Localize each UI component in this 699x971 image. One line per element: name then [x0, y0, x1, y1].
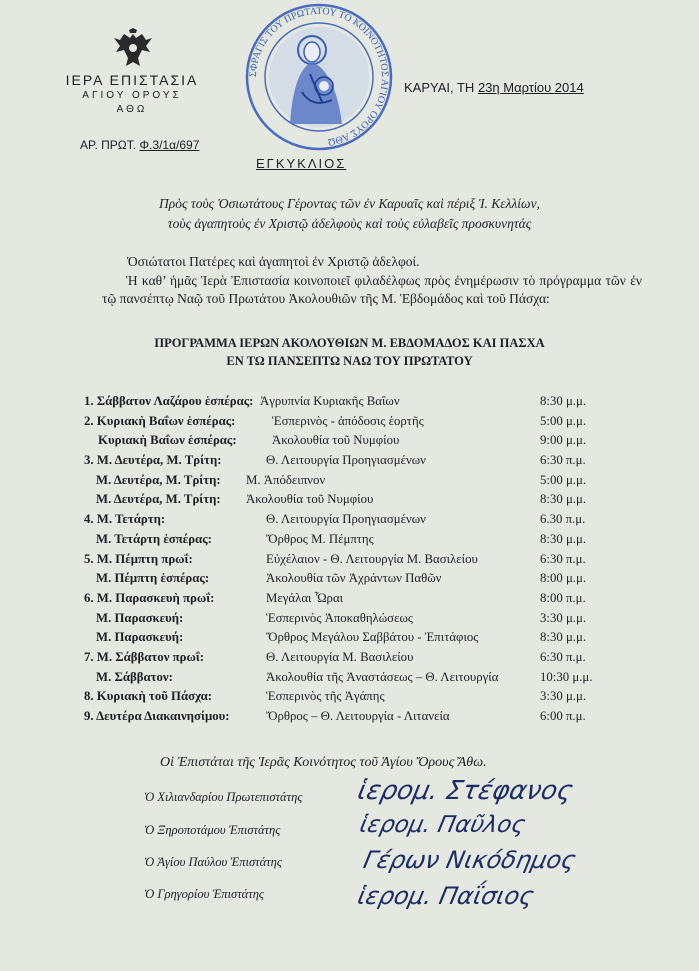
schedule-service: Ἀγρυπνία Κυριακῆς Βαΐων: [260, 394, 400, 408]
schedule-row: [84, 687, 614, 707]
signatory-title: Ὁ Χιλιανδαρίου Πρωτεπιστάτης: [144, 790, 303, 804]
place-label: ΚΑΡΥΑΙ, ΤΗ: [404, 80, 475, 95]
schedule-day: Μ. Πέμπτη ἑσπέρας:: [96, 571, 210, 586]
schedule-day: 8. Κυριακὴ τοῦ Πάσχα:: [84, 689, 213, 704]
schedule-row: [84, 569, 614, 589]
schedule-row: [84, 628, 614, 648]
schedule-time: 5:00 μ.μ.: [540, 413, 587, 428]
signatory-title: Ὁ Γρηγορίου Ἐπιστάτης: [144, 887, 264, 901]
schedule-day: 9. Δευτέρα Διακαινησίμου:: [84, 709, 230, 723]
seal-text: ΣΦΡΑΓΙΣ ΤΟΥ ΠΡΩΤΑΤΟΥ ΤΟ ΚΟΙΝΟΤΗΤΟΣ ΑΓΙΟΥ ΟΡΟΥΣ ΑΘΩ: [247, 5, 391, 148]
double-headed-eagle-crest-icon: [112, 28, 154, 70]
schedule-service: Ὄρθρος Μεγάλου Σαββάτου - Ἐπιτάφιος: [266, 630, 479, 645]
greeting: Ὁσιώτατοι Πατέρες καὶ ἀγαπητοὶ ἐν Χριστῷ ἀδελφοί.: [127, 254, 420, 269]
schedule-service: Ἀκολουθία τοῦ Νυμφίου: [246, 492, 374, 507]
schedule-service: Θ. Λειτουργία Προηγιασμένων: [266, 453, 426, 468]
handwritten-signature: ἱερομ. Παΐσιος: [355, 882, 537, 910]
schedule-service: Ἀκολουθία τῶν Ἀχράντων Παθῶν: [266, 571, 442, 586]
schedule-time: 3:30 μ.μ.: [540, 689, 587, 704]
schedule-day: 1. Σάββατον Λαζάρου ἑσπέρας:: [84, 394, 254, 408]
org-line-3: ΑΘΩ: [116, 104, 148, 115]
schedule-row: [84, 668, 614, 688]
schedule-time: 8:30 μ.μ.: [540, 531, 587, 546]
handwritten-signature: ἱερομ. Στέφανος: [354, 776, 576, 806]
signatory-title: Ὁ Ξηροποτάμου Ἐπιστάτης: [144, 823, 281, 837]
schedule-time: 6:00 π.μ.: [540, 709, 586, 723]
schedule-day: Μ. Σάββατον:: [96, 669, 173, 684]
schedule-day: Μ. Δευτέρα, Μ. Τρίτη:: [96, 472, 221, 487]
org-line-2: ΑΓΙΟΥ ΟΡΟΥΣ: [82, 90, 182, 101]
schedule-service: Ἑσπερινὸς τῆς Ἀγάπης: [266, 689, 385, 704]
schedule-row: [84, 510, 614, 530]
official-seal-stamp: [238, 2, 400, 152]
schedule-service: Ἀκολουθία τῆς Ἀναστάσεως – Θ. Λειτουργία: [266, 669, 499, 684]
signatory-title: Ὁ Ἁγίου Παύλου Ἐπιστάτης: [144, 855, 282, 869]
schedule-row: [84, 451, 614, 471]
schedule-time: 8:30 μ.μ.: [540, 492, 587, 507]
schedule-day: 7. Μ. Σάββατον πρωΐ:: [84, 649, 205, 664]
protocol-number: [80, 138, 199, 152]
schedule-service: Μεγάλαι Ὧραι: [266, 590, 344, 605]
addressee-line-1: Πρὸς τοὺς Ὁσιωτάτους Γέροντας τῶν ἐν Καρυαῖς καὶ πέριξ Ἱ. Κελλίων,: [159, 196, 540, 211]
schedule-row: [84, 530, 614, 550]
schedule-day: 4. Μ. Τετάρτη:: [84, 512, 166, 527]
org-line-1: ΙΕΡΑ ΕΠΙΣΤΑΣΙΑ: [65, 72, 199, 88]
schedule-row: [84, 707, 614, 727]
schedule-service: Θ. Λειτουργία Προηγιασμένων: [266, 512, 426, 527]
body-paragraph: Ἡ καθ’ ἡμᾶς Ἱερὰ Ἐπιστασία κοινοποιεῖ φιλαδέλφως πρὸς ἐνημέρωσιν τὸ πρόγραμμα τῶν ἐν τῷ πανσέπτῳ Ναῷ τοῦ Πρωτάτου Ἀκολουθιῶν τῆς Μ. Ἑβδομάδος καὶ τοῦ Πάσχα:: [102, 273, 642, 306]
schedule-time: 6:30 π.μ.: [540, 649, 586, 664]
schedule-service: Ὄρθρος Μ. Πέμπτης: [266, 531, 374, 546]
schedule-time: 5:00 μ.μ.: [540, 472, 587, 487]
schedule-time: 8:00 π.μ.: [540, 590, 586, 605]
schedule-row: [84, 471, 614, 491]
schedule-day: Μ. Παρασκευή:: [96, 630, 184, 645]
document-date: 23η Μαρτίου 2014: [477, 80, 584, 95]
schedule-row: [84, 431, 614, 451]
schedule-row: [84, 609, 614, 629]
schedule-service: Ἑσπερινὸς Ἀποκαθηλώσεως: [266, 610, 413, 625]
schedule-time: 8:30 μ.μ.: [540, 394, 587, 408]
schedule-time: 8:30 μ.μ.: [540, 630, 587, 645]
schedule-day: 5. Μ. Πέμπτη πρωΐ:: [84, 551, 193, 566]
addressee-line-2: τοὺς ἀγαπητοὺς ἐν Χριστῷ ἀδελφοὺς καὶ τοὺς εὐλαβεῖς προσκυνητάς: [167, 216, 532, 231]
schedule-time: 6:30 π.μ.: [540, 551, 586, 566]
schedule-day: 3. Μ. Δευτέρα, Μ. Τρίτη:: [84, 453, 222, 468]
schedule-time: 3:30 μ.μ.: [540, 610, 587, 625]
schedule-time: 6:30 π.μ.: [540, 453, 586, 468]
schedule-service: Ἑσπερινὸς - ἀπόδοσις ἑορτῆς: [272, 413, 424, 428]
program-title-line-2: ΕΝ ΤΩ ΠΑΝΣΕΠΤΩ ΝΑΩ ΤΟΥ ΠΡΩΤΑΤΟΥ: [226, 354, 473, 368]
schedule-service: Μ. Ἀπόδειπνον: [246, 472, 326, 487]
schedule-time: 10:30 μ.μ.: [540, 669, 593, 684]
schedule-time: 6.30 π.μ.: [540, 512, 586, 527]
signatories-heading: Οἱ Ἐπιστάται τῆς Ἱερᾶς Κοινότητος τοῦ Ἁγίου Ὄρους Ἄθω.: [160, 755, 487, 770]
program-title-line-1: ΠΡΟΓΡΑΜΜΑ ΙΕΡΩΝ ΑΚΟΛΟΥΘΙΩΝ Μ. ΕΒΔΟΜΑΔΟΣ ΚΑΙ ΠΑΣΧΑ: [154, 336, 545, 350]
schedule-row: [84, 589, 614, 609]
place-and-date: [404, 80, 584, 95]
schedule-row: [84, 550, 614, 570]
schedule-service: Θ. Λειτουργία Μ. Βασιλείου: [266, 649, 414, 664]
schedule-row: [84, 392, 614, 412]
protocol-value: Φ.3/1α/697: [139, 138, 200, 152]
schedule-time: 8:00 μ.μ.: [540, 571, 587, 586]
schedule-time: 9:00 μ.μ.: [540, 433, 587, 448]
schedule-day: Μ. Παρασκευή:: [96, 610, 184, 625]
schedule-day: Κυριακὴ Βαΐων ἑσπέρας:: [98, 433, 237, 448]
handwritten-signature: Γέρων Νικόδημος: [361, 846, 579, 874]
schedule-table: [84, 392, 614, 727]
schedule-service: Ἀκολουθία τοῦ Νυμφίου: [272, 433, 400, 448]
schedule-service: Ὄρθρος – Θ. Λειτουργία - Λιτανεία: [266, 709, 450, 723]
handwritten-signature: ἱερομ. Παῦλος: [357, 812, 528, 838]
schedule-day: 2. Κυριακὴ Βαΐων ἑσπέρας:: [84, 413, 236, 428]
schedule-service: Εὐχέλαιον - Θ. Λειτουργία Μ. Βασιλείου: [266, 551, 478, 566]
schedule-row: [84, 648, 614, 668]
schedule-row: [84, 490, 614, 510]
schedule-day: Μ. Δευτέρα, Μ. Τρίτη:: [96, 492, 221, 507]
protocol-label: ΑΡ. ΠΡΩΤ.: [80, 138, 137, 152]
document-heading: ΕΓΚΥΚΛΙΟΣ: [256, 156, 347, 171]
schedule-day: Μ. Τετάρτη ἑσπέρας:: [96, 531, 212, 546]
schedule-day: 6. Μ. Παρασκευὴ πρωΐ:: [84, 590, 215, 605]
schedule-row: [84, 412, 614, 432]
